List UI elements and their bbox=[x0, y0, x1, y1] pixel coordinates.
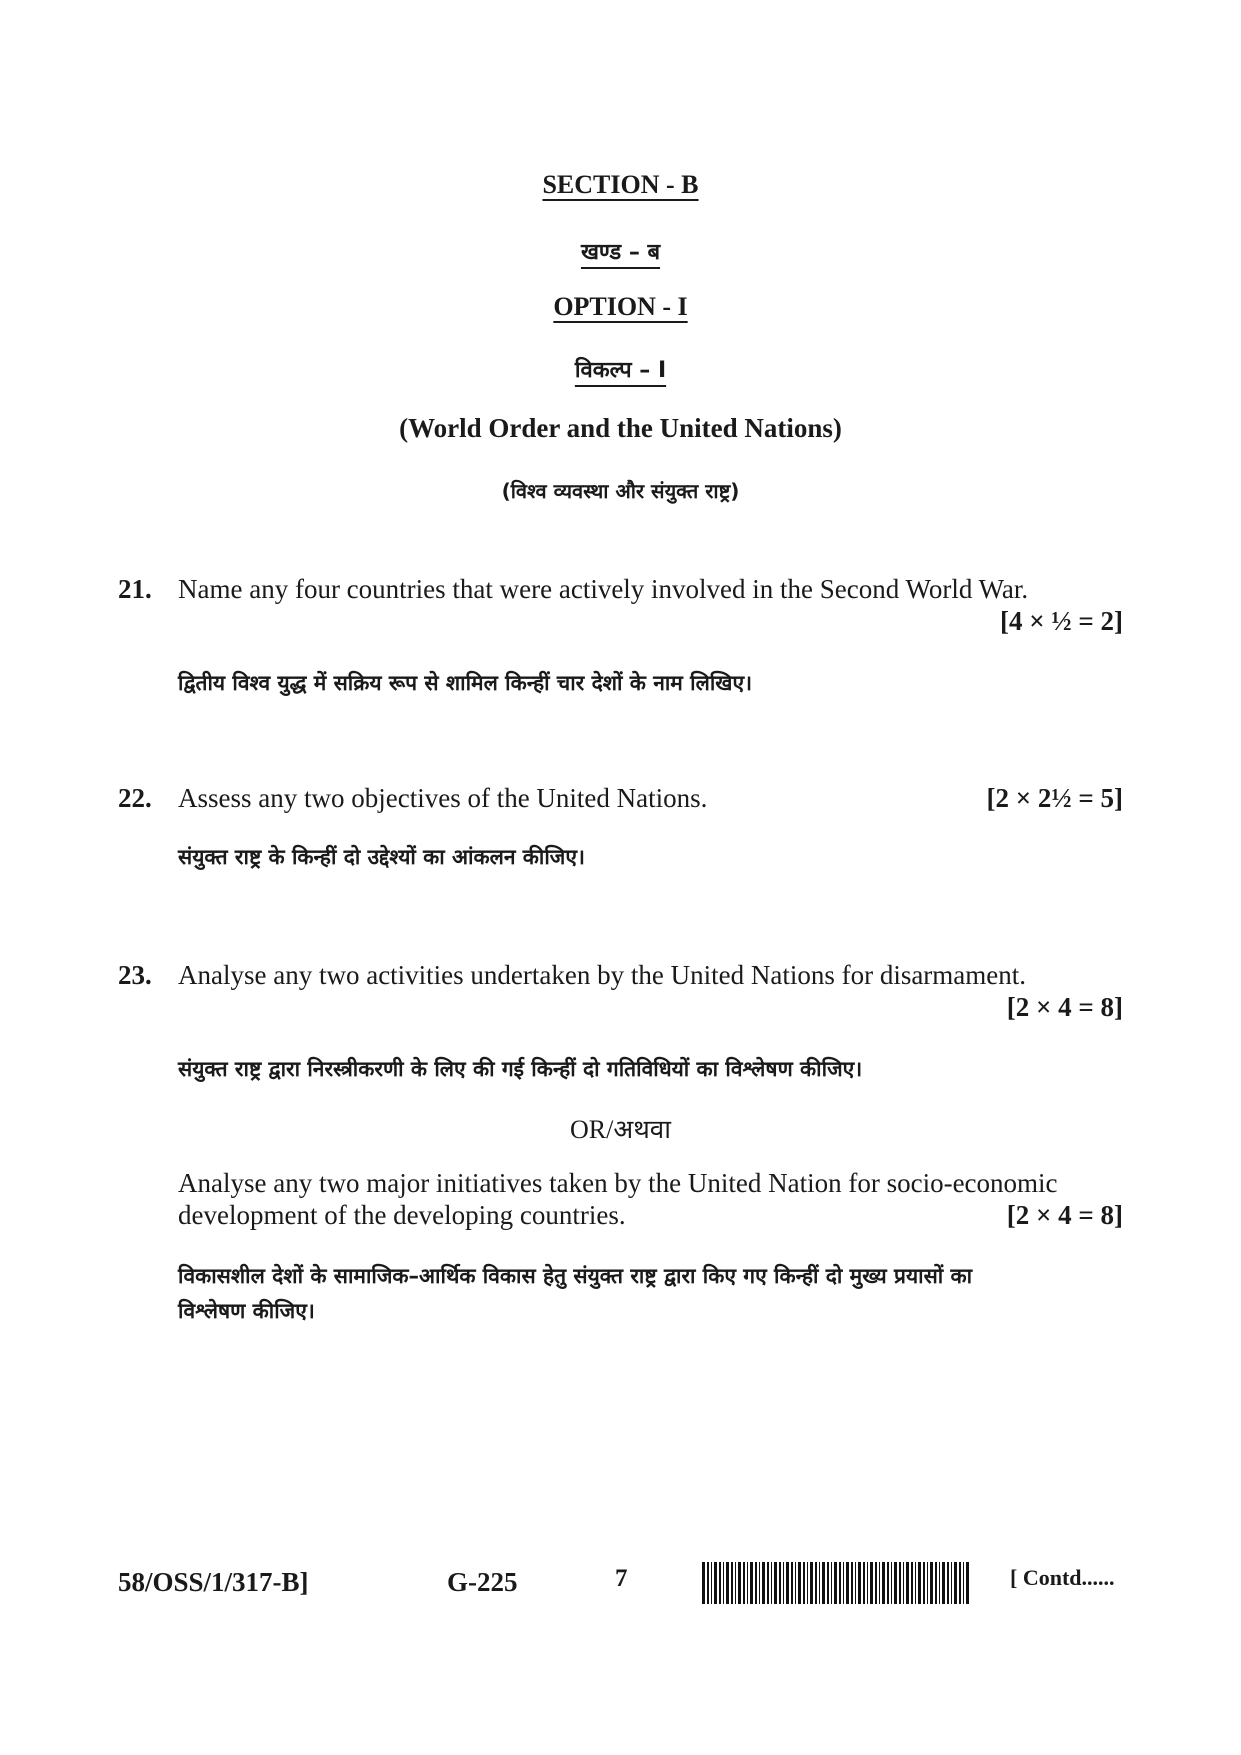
page-number: 7 bbox=[615, 1565, 628, 1592]
question-text-hindi: संयुक्त राष्ट्र द्वारा निरस्त्रीकरणी के लिए की गई किन्हीं दो गतिविधियों का विश्लेषण कीजिए। bbox=[178, 1057, 863, 1081]
question-marks: [2 × 2½ = 5] bbox=[986, 783, 1123, 813]
alt-question-text-hindi: विश्लेषण कीजिए। bbox=[178, 1299, 315, 1323]
question-number: 21. bbox=[118, 574, 152, 604]
question-text-hindi: संयुक्त राष्ट्र के किन्हीं दो उद्देश्यों का आंकलन कीजिए। bbox=[178, 845, 585, 869]
section-title-hindi: खण्ड – ब bbox=[580, 240, 661, 265]
question-marks: [4 × ½ = 2] bbox=[999, 606, 1123, 636]
question-text-hindi: द्वितीय विश्व युद्ध में सक्रिय रूप से शामिल किन्हीं चार देशों के नाम लिखिए। bbox=[178, 671, 753, 695]
section-title: SECTION - B bbox=[542, 170, 699, 199]
series-code: G-225 bbox=[447, 1567, 518, 1597]
question-number: 22. bbox=[118, 783, 152, 813]
alt-question-text: development of the developing countries. bbox=[178, 1200, 626, 1230]
option-title: OPTION - I bbox=[553, 292, 688, 321]
alt-question-text: Analyse any two major initiatives taken by the United Nation for socio-economic bbox=[178, 1168, 1058, 1198]
question-text: Analyse any two activities undertaken by the United Nations for disarmament. bbox=[178, 960, 1027, 990]
topic-title: (World Order and the United Nations) bbox=[399, 413, 842, 443]
barcode bbox=[702, 1562, 972, 1604]
paper-code: 58/OSS/1/317-B] bbox=[118, 1567, 309, 1597]
alt-question-text-hindi: विकासशील देशों के सामाजिक–आर्थिक विकास हेतु संयुक्त राष्ट्र द्वारा किए गए किन्हीं दो मुख्य प्रयासों का bbox=[178, 1264, 973, 1288]
or-label: OR/अथवा bbox=[569, 1115, 671, 1144]
question-text: Assess any two objectives of the United Nations. bbox=[178, 783, 708, 813]
question-number: 23. bbox=[118, 960, 152, 990]
topic-title-hindi: (विश्व व्यवस्था और संयुक्त राष्ट्र) bbox=[501, 479, 740, 503]
option-title-hindi: विकल्प – I bbox=[574, 358, 667, 383]
question-text: Name any four countries that were actively involved in the Second World War. bbox=[178, 574, 1029, 604]
contd-label: [ Contd...... bbox=[1010, 1565, 1115, 1590]
alt-question-marks: [2 × 4 = 8] bbox=[1006, 1200, 1123, 1230]
question-marks: [2 × 4 = 8] bbox=[1006, 992, 1123, 1022]
